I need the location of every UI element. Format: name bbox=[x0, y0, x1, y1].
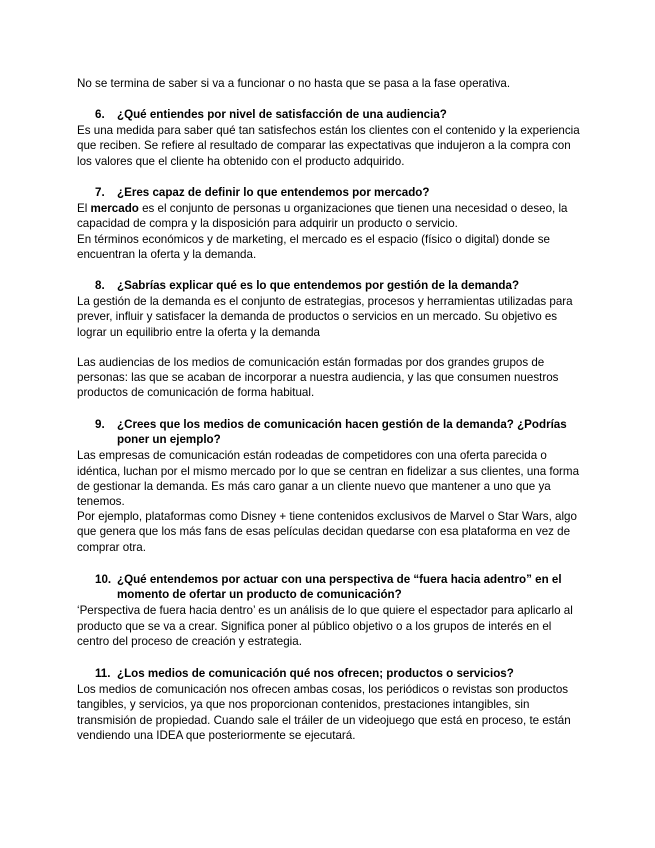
section-11 bbox=[77, 666, 585, 743]
answer-paragraph: ‘Perspectiva de fuera hacia dentro’ es un análisis de lo que quiere el espectador para aplicarlo al producto que se va a crear. Significa poner al público objetivo o a los grupos de interés en el centro del proceso de creación y estrategia. bbox=[77, 604, 573, 648]
answer-paragraph bbox=[77, 201, 585, 231]
question-heading bbox=[77, 417, 585, 447]
section-8 bbox=[77, 278, 585, 400]
question-heading bbox=[77, 666, 585, 681]
section-10 bbox=[77, 572, 585, 649]
section-9 bbox=[77, 417, 585, 555]
intro-block bbox=[77, 76, 585, 91]
question-text: ¿Los medios de comunicación qué nos ofrecen; productos o servicios? bbox=[117, 667, 514, 680]
question-number: 7. bbox=[95, 186, 105, 199]
question-text: ¿Qué entendemos por actuar con una perspectiva de “fuera hacia adentro” en el momento de ofertar un producto de comunicación? bbox=[117, 573, 562, 602]
question-number: 11. bbox=[95, 667, 111, 680]
answer-paragraph: Las empresas de comunicación están rodeadas de competidores con una oferta parecida o idéntica, luchan por el mismo mercado por lo que se centran en fidelizar a sus clientes, una forma de gestionar la demanda. Es más caro ganar a un cliente nuevo que mantener a uno que ya tenemos. bbox=[77, 449, 580, 509]
question-number: 9. bbox=[95, 418, 105, 431]
answer-paragraph: En términos económicos y de marketing, el mercado es el espacio (físico o digital) donde se encuentran la oferta y la demanda. bbox=[77, 232, 551, 261]
answer-paragraph: Los medios de comunicación nos ofrecen ambas cosas, los periódicos o revistas son productos tangibles, y servicios, ya que nos proporcionan contenidos, prestaciones intangibles, sin transmisión de propiedad. Cuando sale el tráiler de un videojuego que está en proceso, te están vendiendo una IDEA que posteriormente se ejecutará. bbox=[77, 683, 571, 742]
question-heading bbox=[77, 185, 585, 200]
question-heading bbox=[77, 278, 585, 293]
answer-paragraph: Las audiencias de los medios de comunicación están formadas por dos grandes grupos de personas: las que se acaban de incorporar a nuestra audiencia, y las que consumen nuestros productos de comunicación de forma habitual. bbox=[77, 355, 559, 400]
intro-paragraph: No se termina de saber si va a funcionar o no hasta que se pasa a la fase operativa. bbox=[77, 77, 511, 90]
answer-bold-term: mercado bbox=[90, 202, 139, 216]
answer-paragraph: Es una medida para saber qué tan satisfechos están los clientes con el contenido y la experiencia que reciben. Se refiere al resultado de comparar las expectativas que indujeron a la compra con los valores que el cliente ha obtenido con el producto adquirido. bbox=[77, 124, 580, 168]
question-heading bbox=[77, 107, 585, 122]
section-7 bbox=[77, 185, 585, 262]
section-6 bbox=[77, 107, 585, 169]
question-text: ¿Eres capaz de definir lo que entendemos por mercado? bbox=[117, 186, 430, 199]
question-text: ¿Crees que los medios de comunicación hacen gestión de la demanda? ¿Podrías poner un ejemplo? bbox=[117, 418, 567, 447]
answer-paragraph: La gestión de la demanda es el conjunto de estrategias, procesos y herramientas utilizadas para prever, influir y satisfacer la demanda de productos o servicios en un mercado. Su objetivo es lograr un equilibrio entre la oferta y la demanda bbox=[77, 295, 573, 339]
question-number: 10. bbox=[95, 573, 112, 586]
question-number: 8. bbox=[95, 279, 105, 292]
answer-rest: es el conjunto de personas u organizaciones que tienen una necesidad o deseo, la capacidad de compra y la disposición para adquirir un producto o servicio. bbox=[77, 202, 568, 231]
answer-paragraph: Por ejemplo, plataformas como Disney + tiene contenidos exclusivos de Marvel o Star Wars, algo que genera que los más fans de esas películas decidan quedarse con esa plataforma en vez de comprar otra. bbox=[77, 510, 577, 554]
question-heading bbox=[77, 572, 585, 602]
answer-lead: El bbox=[77, 202, 91, 216]
question-number: 6. bbox=[95, 108, 105, 121]
question-text: ¿Sabrías explicar qué es lo que entendemos por gestión de la demanda? bbox=[117, 279, 520, 292]
question-text: ¿Qué entiendes por nivel de satisfacción de una audiencia? bbox=[117, 108, 447, 121]
